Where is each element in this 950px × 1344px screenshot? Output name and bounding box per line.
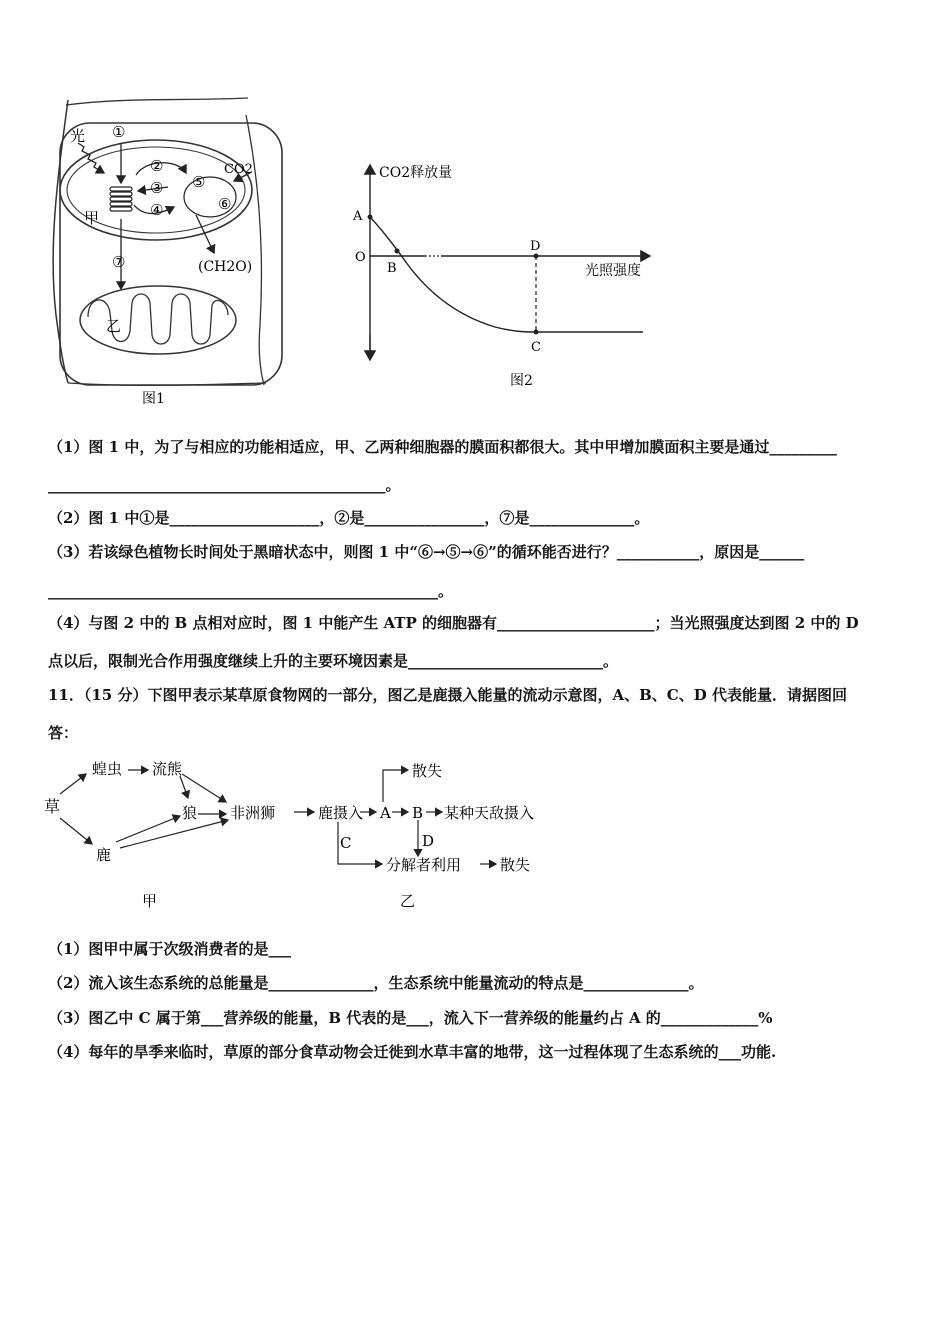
label-co2: CO2 [224, 162, 253, 177]
q10-part4-line1: （4）与图 2 中的 B 点相对应时，图 1 中能产生 ATP 的细胞器有_____________________；当光照强度达到图 2 中的 D [48, 614, 859, 632]
x-axis-label: 光照强度 [585, 263, 641, 279]
figure-1-cell-diagram [38, 95, 298, 415]
label-5: ⑤ [192, 173, 206, 191]
figure-2-graph [345, 155, 665, 395]
node-a: A [380, 804, 391, 822]
caption-jia: 甲 [142, 892, 158, 910]
label-1: ① [112, 123, 126, 141]
cell-wall-right [246, 115, 264, 385]
q10-part1-line2: _____________________________________________。 [48, 476, 401, 494]
label-3: ③ [150, 179, 164, 197]
caption-yi: 乙 [400, 892, 416, 910]
q11-sub2: （2）流入该生态系统的总能量是______________，生态系统中能量流动的特点是______________。 [48, 974, 704, 992]
origin-label: O [355, 250, 366, 265]
q11-sub3: （3）图乙中 C 属于第___营养级的能量，B 代表的是___，流入下一营养级的能量约占 A 的_____________% [48, 1009, 773, 1027]
grana-stack [110, 187, 132, 211]
label-2: ② [150, 157, 164, 175]
label-yi: 乙 [106, 317, 122, 335]
label-6: ⑥ [218, 195, 232, 213]
label-7: ⑦ [112, 253, 126, 271]
q10-part3-line1: （3）若该绿色植物长时间处于黑暗状态中，则图 1 中“⑥→⑤→⑥”的循环能否进行？___________，原因是______ [48, 543, 805, 561]
node-sanshi-bottom: 散失 [500, 856, 531, 874]
q11-stem-line1: 11．（15 分）下图甲表示某草原食物网的一部分，图乙是鹿摄入能量的流动示意图，A、B、C、D 代表能量．请据图回 [48, 686, 847, 704]
label-jia: 甲 [84, 209, 100, 227]
point-d-label: D [530, 239, 541, 254]
label-4: ④ [150, 201, 164, 219]
point-b-label: B [387, 261, 397, 276]
point-c-label: C [531, 340, 541, 355]
node-tiandi: 某种天敌摄入 [444, 804, 535, 822]
q11-stem-line2: 答： [48, 724, 79, 742]
node-lusheru: 鹿摄入 [318, 804, 364, 822]
q10-part4-line2: 点以后，限制光合作用强度继续上升的主要环境因素是__________________________。 [48, 652, 619, 670]
node-d: D [422, 832, 435, 850]
node-c: C [340, 834, 352, 852]
figure-1-caption: 图1 [142, 391, 165, 407]
node-b: B [412, 804, 424, 822]
q10-part2: （2）图 1 中①是____________________，②是________________，⑦是______________。 [48, 509, 650, 527]
node-cao: 草 [44, 797, 61, 816]
node-lu: 鹿 [96, 846, 112, 864]
node-lang: 狼 [182, 804, 198, 822]
point-a-label: A [353, 209, 363, 224]
q10-part1-line1: （1）图 1 中，为了与相应的功能相适应，甲、乙两种细胞器的膜面积都很大。其中甲增加膜面积主要是通过_________ [48, 438, 837, 456]
q11-sub1: （1）图甲中属于次级消费者的是___ [48, 940, 291, 958]
q11-sub4: （4）每年的旱季来临时，草原的部分食草动物会迁徙到水草丰富的地带，这一过程体现了生态系统的___功能. [48, 1043, 777, 1061]
node-huangchong: 蝗虫 [92, 760, 123, 778]
figure-2-caption: 图2 [510, 373, 533, 389]
figure-3-food-web [40, 752, 540, 917]
node-feizhoushi: 非洲狮 [230, 804, 276, 822]
node-liuxing: 流熊 [152, 760, 183, 778]
label-ch2o: (CH2O) [198, 259, 253, 275]
y-axis-label: CO2释放量 [379, 165, 453, 181]
q10-part3-line2: ____________________________________________________。 [48, 582, 454, 600]
node-fenjie: 分解者利用 [386, 856, 462, 874]
light-label: 光 [70, 127, 86, 145]
node-sanshi-top: 散失 [412, 762, 443, 780]
cell-wall-top [66, 98, 248, 105]
